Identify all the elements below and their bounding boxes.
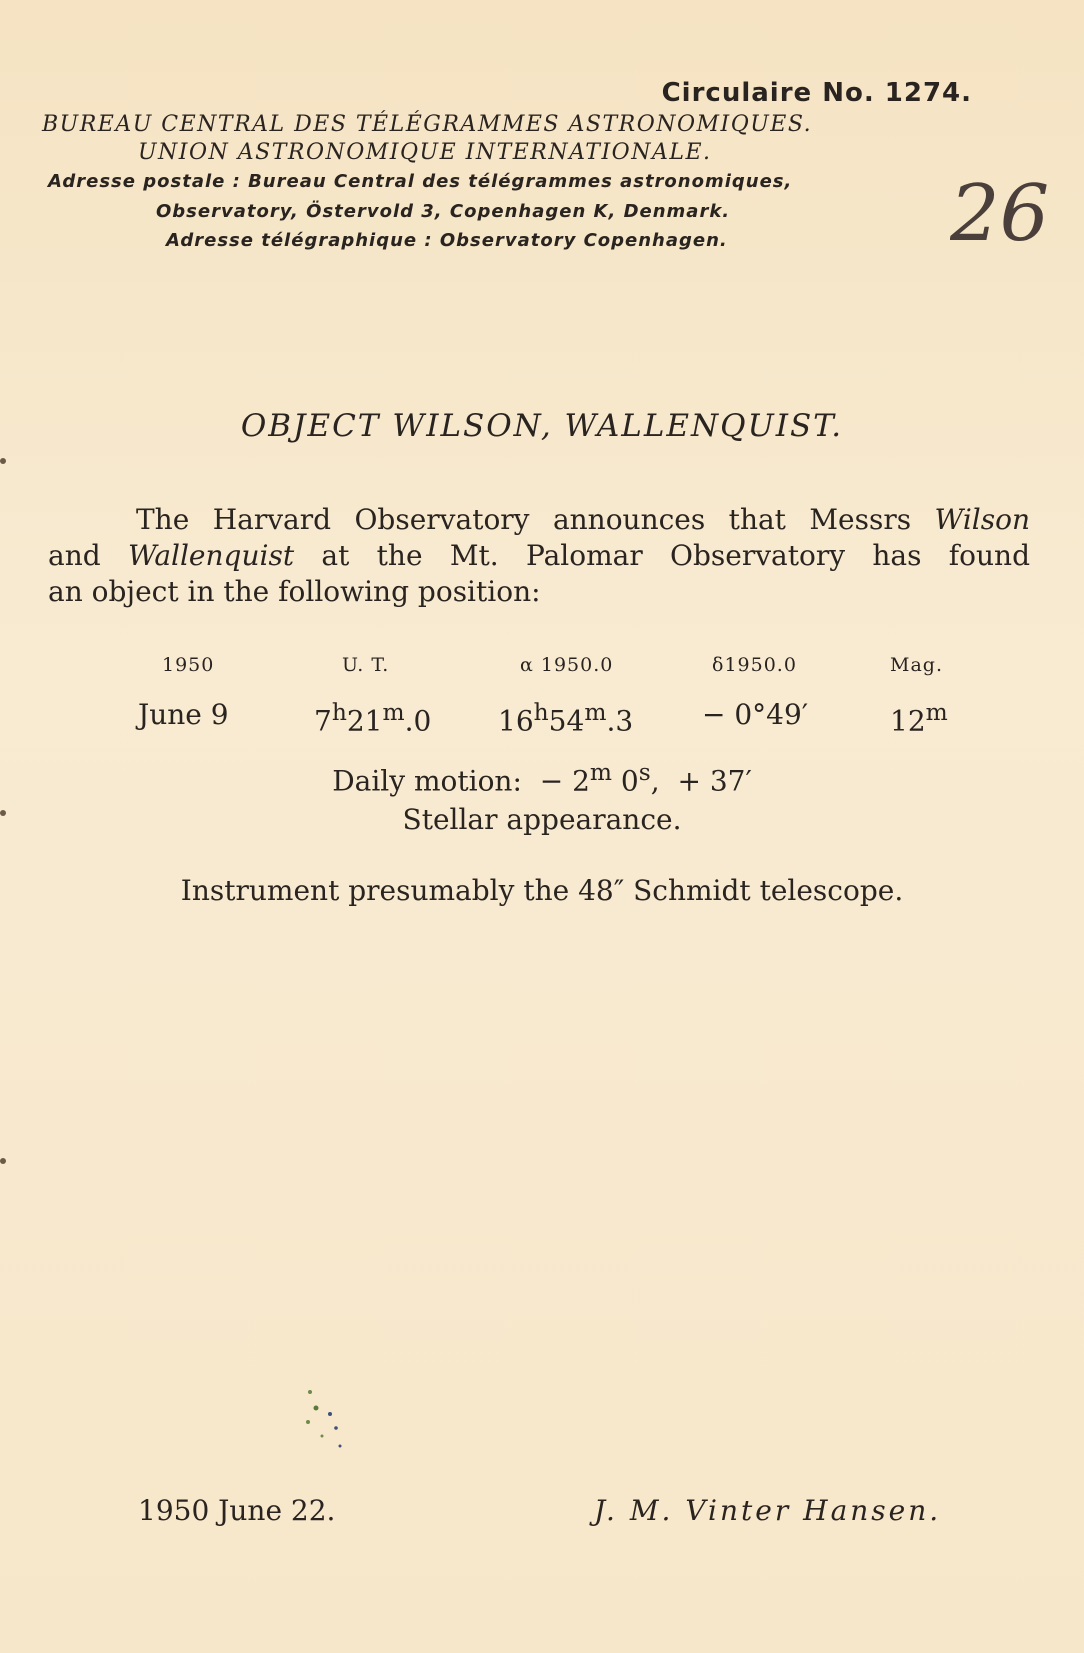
paragraph-line-2: and Wallenquist at the Mt. Palomar Observatory has found	[48, 539, 1030, 572]
instrument-note: Instrument presumably the 48″ Schmidt telescope.	[180, 874, 904, 907]
announcement-paragraph	[48, 502, 1030, 610]
bureau-name: BUREAU CENTRAL DES TÉLÉGRAMMES ASTRONOMIQUES.	[42, 112, 813, 137]
header-mag: Mag.	[890, 654, 943, 676]
row-ra: 16$^h$54$^m$.3	[498, 698, 634, 738]
union-name: UNION ASTRONOMIQUE INTERNATIONALE.	[138, 140, 712, 165]
header-year: 1950	[162, 654, 215, 676]
postal-address-line2: Observatory, Östervold 3, Copenhagen K, Denmark.	[156, 201, 731, 222]
object-title: OBJECT WILSON, WALLENQUIST.	[240, 408, 844, 444]
header-ra: α 1950.0	[520, 654, 614, 676]
postal-address-line1: Adresse postale : Bureau Central des télégrammes astronomiques,	[48, 171, 793, 192]
stellar-appearance: Stellar appearance.	[402, 803, 682, 836]
binding-hole-mark	[0, 810, 6, 816]
row-dec: − 0°49′	[702, 698, 809, 731]
binding-hole-mark	[0, 458, 6, 464]
row-mag: 12$^m$	[890, 698, 948, 738]
daily-motion: Daily motion: − $2^m$ 0$^s$, + 37′	[332, 758, 752, 798]
signature: J. M. Vinter Hansen.	[594, 1494, 942, 1527]
handwritten-number-mark	[950, 170, 1050, 265]
name-wallenquist: Wallenquist	[127, 539, 295, 572]
name-wilson: Wilson	[934, 503, 1030, 536]
issue-date: 1950 June 22.	[138, 1494, 336, 1527]
header-dec: δ1950.0	[712, 654, 797, 676]
ink-blot-mark	[296, 1370, 356, 1460]
binding-hole-mark	[0, 1158, 6, 1164]
paragraph-line-3: an object in the following position:	[48, 575, 541, 608]
telegraph-address: Adresse télégraphique : Observatory Copenhagen.	[166, 230, 728, 251]
paragraph-line-1: The Harvard Observatory announces that Messrs Wilson	[136, 503, 1030, 536]
header-ut: U. T.	[342, 654, 390, 676]
row-ut: 7$^h$21$^m$.0	[314, 698, 432, 738]
circular-number: Circulaire No. 1274.	[661, 78, 972, 108]
handwritten-number-text: 26	[950, 170, 1050, 259]
row-date: June 9	[138, 698, 229, 731]
